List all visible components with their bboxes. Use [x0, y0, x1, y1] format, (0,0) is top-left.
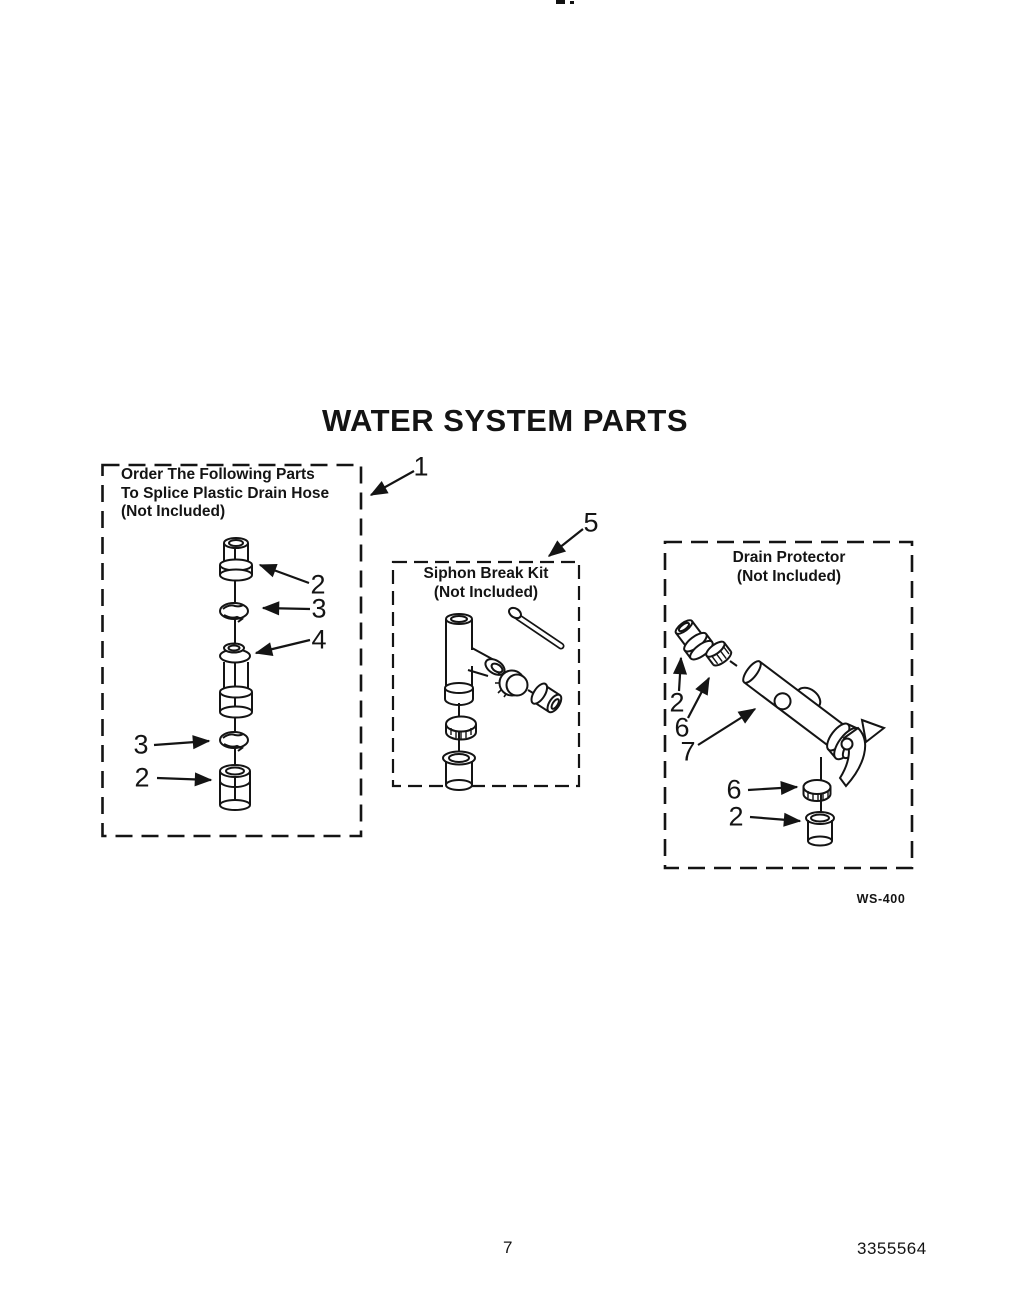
splice-label-3-top-arrow [263, 608, 310, 609]
page-title: WATER SYSTEM PARTS [321, 403, 689, 438]
drain-part-label-2-bottom: 2 [728, 801, 744, 832]
drain-diagram [671, 616, 884, 846]
splice-part-label-4: 4 [311, 624, 327, 655]
siphon-header-line1: Siphon Break Kit [423, 565, 549, 582]
drain-header-line1: Drain Protector [732, 549, 846, 566]
drain-header-line2: (Not Included) [736, 567, 842, 585]
splice-label-4-arrow [256, 640, 310, 653]
screw-part [507, 606, 561, 646]
siphon-hose-end-part [443, 752, 475, 791]
page-number: 7 [503, 1238, 513, 1257]
ring-nut-part [495, 671, 528, 698]
doc-number: 3355564 [857, 1239, 927, 1258]
callout-5-arrow [549, 529, 583, 556]
drain-clamp-bottom-part [804, 780, 831, 801]
splice-label-3-bottom-arrow [154, 741, 209, 745]
drain-box-header [733, 549, 846, 586]
drain-label-2-top-arrow [679, 658, 681, 691]
hose-clamp-upper-part [220, 603, 248, 622]
drain-label-7-arrow [698, 709, 755, 745]
drain-label-6-bottom-arrow [748, 787, 797, 790]
drain-part-label-6-top: 6 [674, 712, 690, 743]
hose-coupling-bottom-part [220, 765, 250, 810]
splice-header-line3: (Not Included) [121, 503, 226, 520]
siphon-box-header [424, 565, 549, 602]
splice-box-header [121, 466, 329, 522]
hose-coupling-top-part [220, 538, 252, 581]
splice-part-label-3-bottom: 3 [133, 729, 149, 760]
drain-label-6-top-arrow [688, 678, 709, 718]
splice-part-label-3-top: 3 [311, 593, 327, 624]
hose-adapter-part [528, 681, 564, 716]
drain-part-label-6-bottom: 6 [726, 774, 742, 805]
splice-label-2-top-arrow [260, 565, 309, 583]
splice-diagram [220, 538, 252, 810]
drain-part-label-2-top: 2 [669, 687, 685, 718]
callout-1-arrow [371, 471, 414, 495]
diagram-code: WS-400 [856, 892, 906, 906]
drain-coupling-bottom-part [806, 812, 834, 846]
callout-5: 5 [583, 507, 599, 538]
drain-label-2-bottom-arrow [750, 817, 800, 821]
hose-clamp-lower-part [220, 732, 248, 751]
splice-part-label-2-bottom: 2 [134, 762, 150, 793]
splice-label-2-bottom-arrow [157, 778, 211, 780]
siphon-break-tube-part [445, 614, 507, 705]
drain-part-label-7: 7 [680, 736, 696, 767]
siphon-clamp-part [446, 717, 476, 740]
splice-header-line1: Order The Following Parts [121, 466, 315, 483]
splice-part-label-2-top: 2 [310, 569, 326, 600]
splice-header-line2: To Splice Plastic Drain Hose [121, 484, 330, 502]
siphon-header-line2: (Not Included) [433, 583, 539, 601]
drain-tube-part [737, 651, 884, 786]
callout-1: 1 [413, 451, 429, 482]
siphon-diagram [443, 606, 565, 790]
